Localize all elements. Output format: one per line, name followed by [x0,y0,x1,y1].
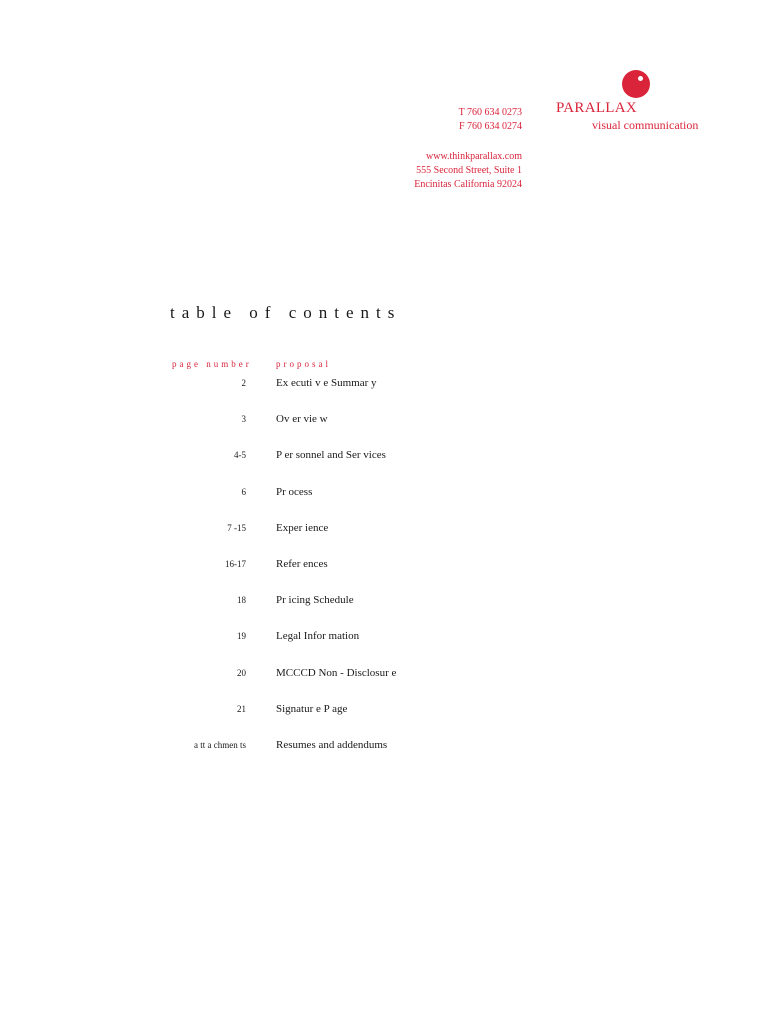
toc-entry-title: MCCCD Non - Disclosur e [276,666,397,679]
toc-entry-title: Signatur e P age [276,702,348,715]
toc-page-number: 20 [237,667,246,678]
toc-entry-title: Resumes and addendums [276,738,388,751]
toc-row [150,702,450,738]
toc-page-number: 16-17 [225,558,246,569]
street-address: 555 Second Street, Suite 1 [416,165,522,176]
toc-page-number: 2 [241,378,246,388]
toc-page-number: 4-5 [234,450,246,461]
toc-entry-title: Ov er vie w [276,413,328,426]
parallax-logo-dot-icon [622,70,650,98]
toc-page-number: a tt a chmen ts [194,739,246,750]
toc-row [150,448,450,484]
toc-row [150,557,450,593]
brand-name: PARALLAX [556,100,638,116]
toc-row [150,521,450,557]
city-address: Encinitas California 92024 [414,179,522,190]
toc-page-number: 3 [241,414,246,425]
toc-row [150,666,450,702]
website-link[interactable]: www.thinkparallax.com [426,151,522,162]
fax-number: F 760 634 0274 [458,121,522,132]
toc-row [150,376,450,412]
contact-block [380,106,522,192]
toc-entry-title: Pr ocess [276,485,313,498]
phone-number: T 760 634 0273 [458,107,522,118]
toc-row [150,412,450,448]
toc-entry-title: Legal Infor mation [276,630,360,643]
toc-entry-title: Exper ience [276,521,329,534]
toc-row [150,485,450,521]
toc-row [150,629,450,665]
toc-entry-title: Ex ecuti v e Summar y [276,377,377,389]
toc-entry-title: P er sonnel and Ser vices [276,449,386,462]
toc-row [150,738,450,774]
toc-page-number: 7 -15 [227,522,246,533]
toc-list [150,376,450,774]
toc-entry-title: Refer ences [276,557,328,570]
toc-page-number: 19 [237,631,246,642]
toc-entry-title: Pr icing Schedule [276,594,354,607]
toc-title: table of contents [170,303,402,322]
brand-tagline: visual communication [592,118,699,132]
toc-page-number: 6 [241,486,246,497]
toc-row [150,593,450,629]
toc-page-number: 18 [237,595,246,606]
toc-page-number: 21 [237,703,246,714]
column-header-page-number: page number [172,359,252,369]
column-header-proposal: proposal [276,359,331,369]
